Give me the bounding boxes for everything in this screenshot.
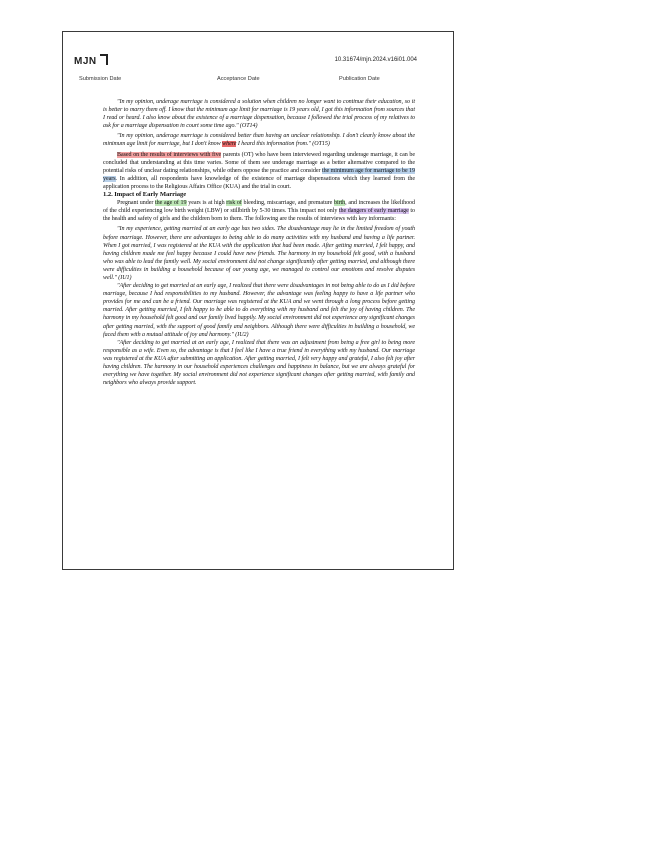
highlight-purple: the dangers of early marriage — [338, 208, 409, 215]
logo-mark-icon — [100, 54, 108, 65]
journal-logo — [74, 54, 108, 67]
section-heading: 1.2. Impact of Early Marriage — [103, 191, 187, 199]
page-content — [103, 98, 415, 387]
interview-quote-iu2: "After deciding to get married at an early age, I realized that there were disadvantages in not being able to do as I did before marriage, because I had responsibilities to my husband. However, the advantage was feeling happy to have a life partner who provides for me and can be a friend. Our marriage was registered at the KUA and we went through a long process before getting married. After getting married, I felt happy to be able to do everything with my husband and felt the joy of having children. The harmony in my household felt good and our family lived happily. My social environment did not experience any significant changes after getting married, with the support of good family and neighbors. Although there were difficulties in building a household, we faced them with a mutual attitude of joy and harmony." (IU2) — [103, 283, 415, 338]
doi-text: 10.31674/mjn.2024.v16i01.004 — [334, 57, 417, 63]
interview-quote-ot15: "In my opinion, underage marriage is considered better than having an unclear relationship. I don't clearly know about the minimum age limit for marriage, but I don't know where I heard this information from." (OT15) — [103, 133, 415, 148]
acceptance-date-label: Acceptance Date — [217, 76, 260, 82]
interview-quote-ot14: "In my opinion, underage marriage is considered a solution when children no longer want to continue their education, so it is better to marry them off. I know that the minimum age limit for marriage is 19 years old, I got this information from sources that I read or heard. I also know about the existence of a marriage dispensation, because I followed the trial process of my relatives to ask for a marriage dispensation in court some time ago." (OT14) — [103, 99, 415, 130]
interview-quote-iu3: "After deciding to get married at an early age, I realized that there was an adjustment from being a free girl to being more responsible as a wife. Even so, the advantage is that I feel like I have a true friend in everything with my husband. Our marriage was registered at the KUA after submitting an application. After getting married, I felt very happy and grateful, I also felt joy after having children. The harmony in our household experiences challenges and happiness in balance, but we are always grateful for everything we have together. My social environment did not experience significant changes after getting married, with family and neighbors who always provide support. — [103, 339, 415, 387]
highlight-red: Based on the results of interviews with five — [117, 151, 222, 158]
interview-quote-iu1: "In my experience, getting married at an early age has two sides. The disadvantage may lie in the limited freedom of youth before marriage. However, there are advantages to being able to do many activities with my husband and having a life partner. When I got married, I was registered at the KUA with the application that had been made. After getting married, I felt happy, and having children made me feel happy because I could have new friends. The harmony in my household felt good, with a husband who was able to lead the family well. My social environment did not change significantly after getting married, and although there were difficulties in building a household because of our young age, we managed to control our emotions and resolve disputes well." (IU1) — [103, 226, 415, 281]
highlight-green-3: birth — [333, 200, 346, 207]
impact-paragraph: Pregnant under the age of 19 years is at high risk of bleeding, miscarriage, and premature birth, and increases the likelihood of the child experiencing low birth weight (LBW) or stillbirth by 5-30 times. This impact not only the dangers of early marriage to the health and safety of girls and the children born to them. The following are the results of interviews with key informants: — [103, 200, 415, 223]
summary-paragraph: Based on the results of interviews with five parents (OT) who have been interviewed regarding underage marriage, it can be concluded that understanding at this time varies. Some of them see underage marriage as a better alternative compared to the potential risks of unclear dating relationships, while others oppose the practice and consider the minimum age for marriage to be 19 years. In addition, all respondents have knowledge of the existence of marriage dispensations which they learned from the application process to the Religious Affairs Office (KUA) and the trial in court. — [103, 151, 415, 190]
highlight-red-dark: where — [222, 141, 237, 148]
logo-text: MJN — [74, 56, 97, 67]
publication-date-label: Publication Date — [339, 76, 380, 82]
document-page — [62, 31, 454, 570]
submission-date-label: Submission Date — [79, 76, 122, 82]
highlight-blue: the minimum age for marriage to be 19 years — [103, 167, 415, 182]
highlight-green-1: the age of 19 — [155, 200, 187, 207]
highlight-green-2: risk of — [226, 200, 242, 207]
